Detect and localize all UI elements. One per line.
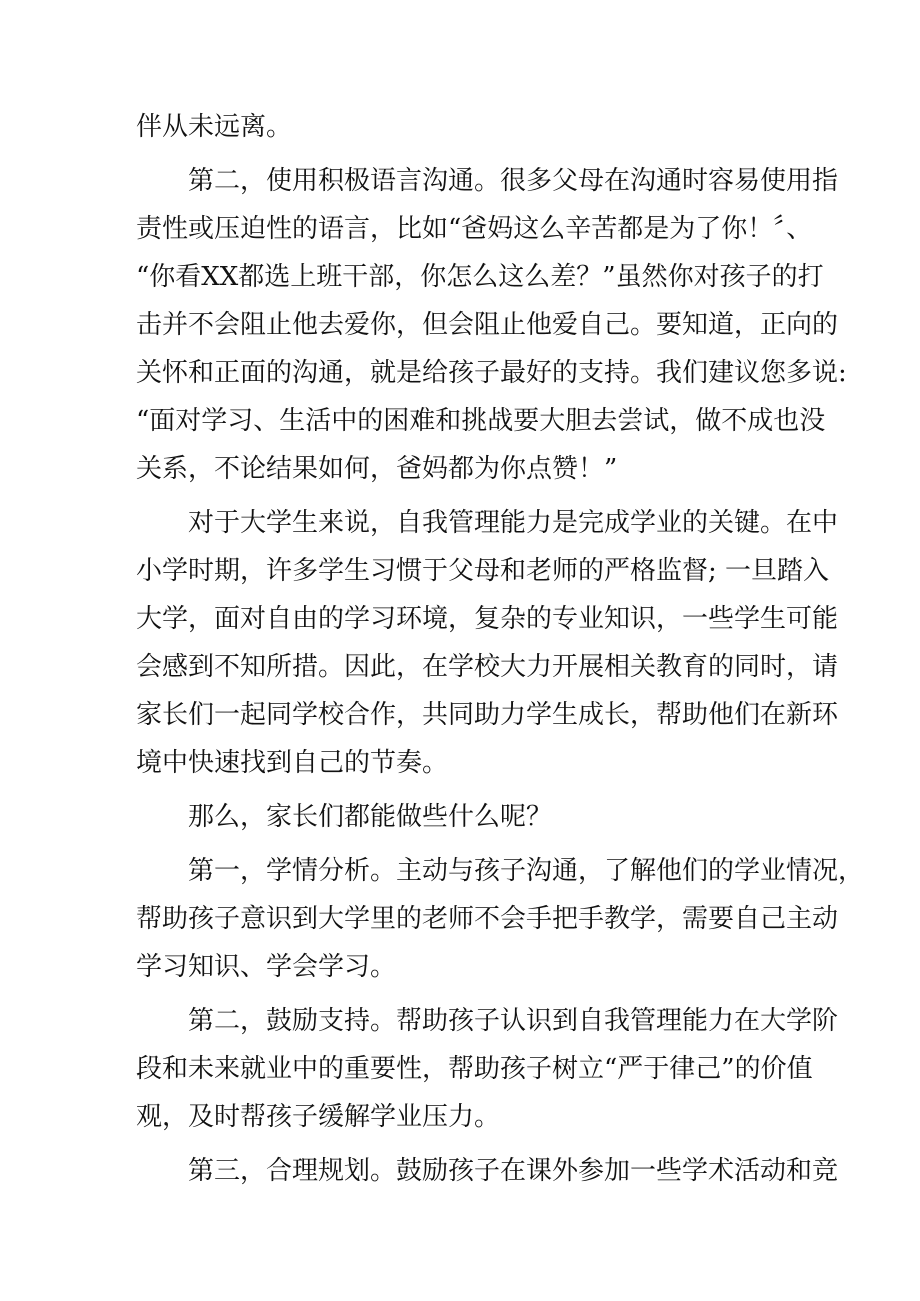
text-line: 帮助孩子意识到大学里的老师不会手把手教学，需要自己主动 bbox=[136, 904, 839, 934]
text-line: 击并不会阻止他去爱你，但会阻止他爱自己。要知道，正向的 bbox=[136, 310, 839, 340]
text-line: 责性或压迫性的语言，比如“爸妈这么辛苦都是为了你！〞、 bbox=[136, 214, 813, 244]
text-line: 第一，学情分析。主动与孩子沟通，了解他们的学业情况， bbox=[188, 856, 865, 886]
text-line: 对于大学生来说，自我管理能力是完成学业的关键。在中 bbox=[188, 508, 839, 538]
text-line: 观，及时帮孩子缓解学业压力。 bbox=[136, 1102, 501, 1132]
text-line: “面对学习、生活中的困难和挑战要大胆去尝试，做不成也没 bbox=[136, 406, 826, 436]
text-line: 第二，鼓励支持。帮助孩子认识到自我管理能力在大学阶 bbox=[188, 1006, 839, 1036]
paragraph-planning bbox=[136, 1147, 839, 1195]
text-line: 关系，不论结果如何，爸妈都为你点赞！” bbox=[136, 454, 618, 484]
text-line: “你看XX都选上班干部，你怎么这么差？”虽然你对孩子的打 bbox=[136, 262, 824, 292]
paragraph-encourage-support bbox=[136, 997, 839, 1141]
paragraph-continuation bbox=[136, 103, 796, 151]
text-line: 大学，面对自由的学习环境，复杂的专业知识，一些学生可能 bbox=[136, 604, 839, 634]
paragraph-question bbox=[136, 793, 796, 841]
text-line: 家长们一起同学校合作，共同助力学生成长，帮助他们在新环 bbox=[136, 700, 839, 730]
text-line: 学习知识、学会学习。 bbox=[136, 952, 397, 982]
paragraph-self-management bbox=[136, 499, 839, 787]
text-line: 第二，使用积极语言沟通。很多父母在沟通时容易使用指 bbox=[188, 166, 839, 196]
text-line: 小学时期，许多学生习惯于父母和老师的严格监督; 一旦踏入 bbox=[136, 556, 830, 586]
document-page bbox=[136, 103, 865, 1195]
text-line: 会感到不知所措。因此，在学校大力开展相关教育的同时，请 bbox=[136, 652, 839, 682]
paragraph-positive-language bbox=[136, 157, 847, 493]
text-line: 第三，合理规划。鼓励孩子在课外参加一些学术活动和竞 bbox=[188, 1156, 839, 1186]
paragraph-learning-analysis bbox=[136, 847, 865, 991]
text-line: 伴从未远离。 bbox=[136, 112, 293, 142]
text-line: 境中快速找到自己的节奏。 bbox=[136, 748, 449, 778]
text-line: 那么，家长们都能做些什么呢？ bbox=[188, 802, 553, 832]
text-line: 关怀和正面的沟通，就是给孩子最好的支持。我们建议您多说: bbox=[136, 358, 847, 388]
text-line: 段和未来就业中的重要性，帮助孩子树立“严于律己”的价值 bbox=[136, 1054, 813, 1084]
